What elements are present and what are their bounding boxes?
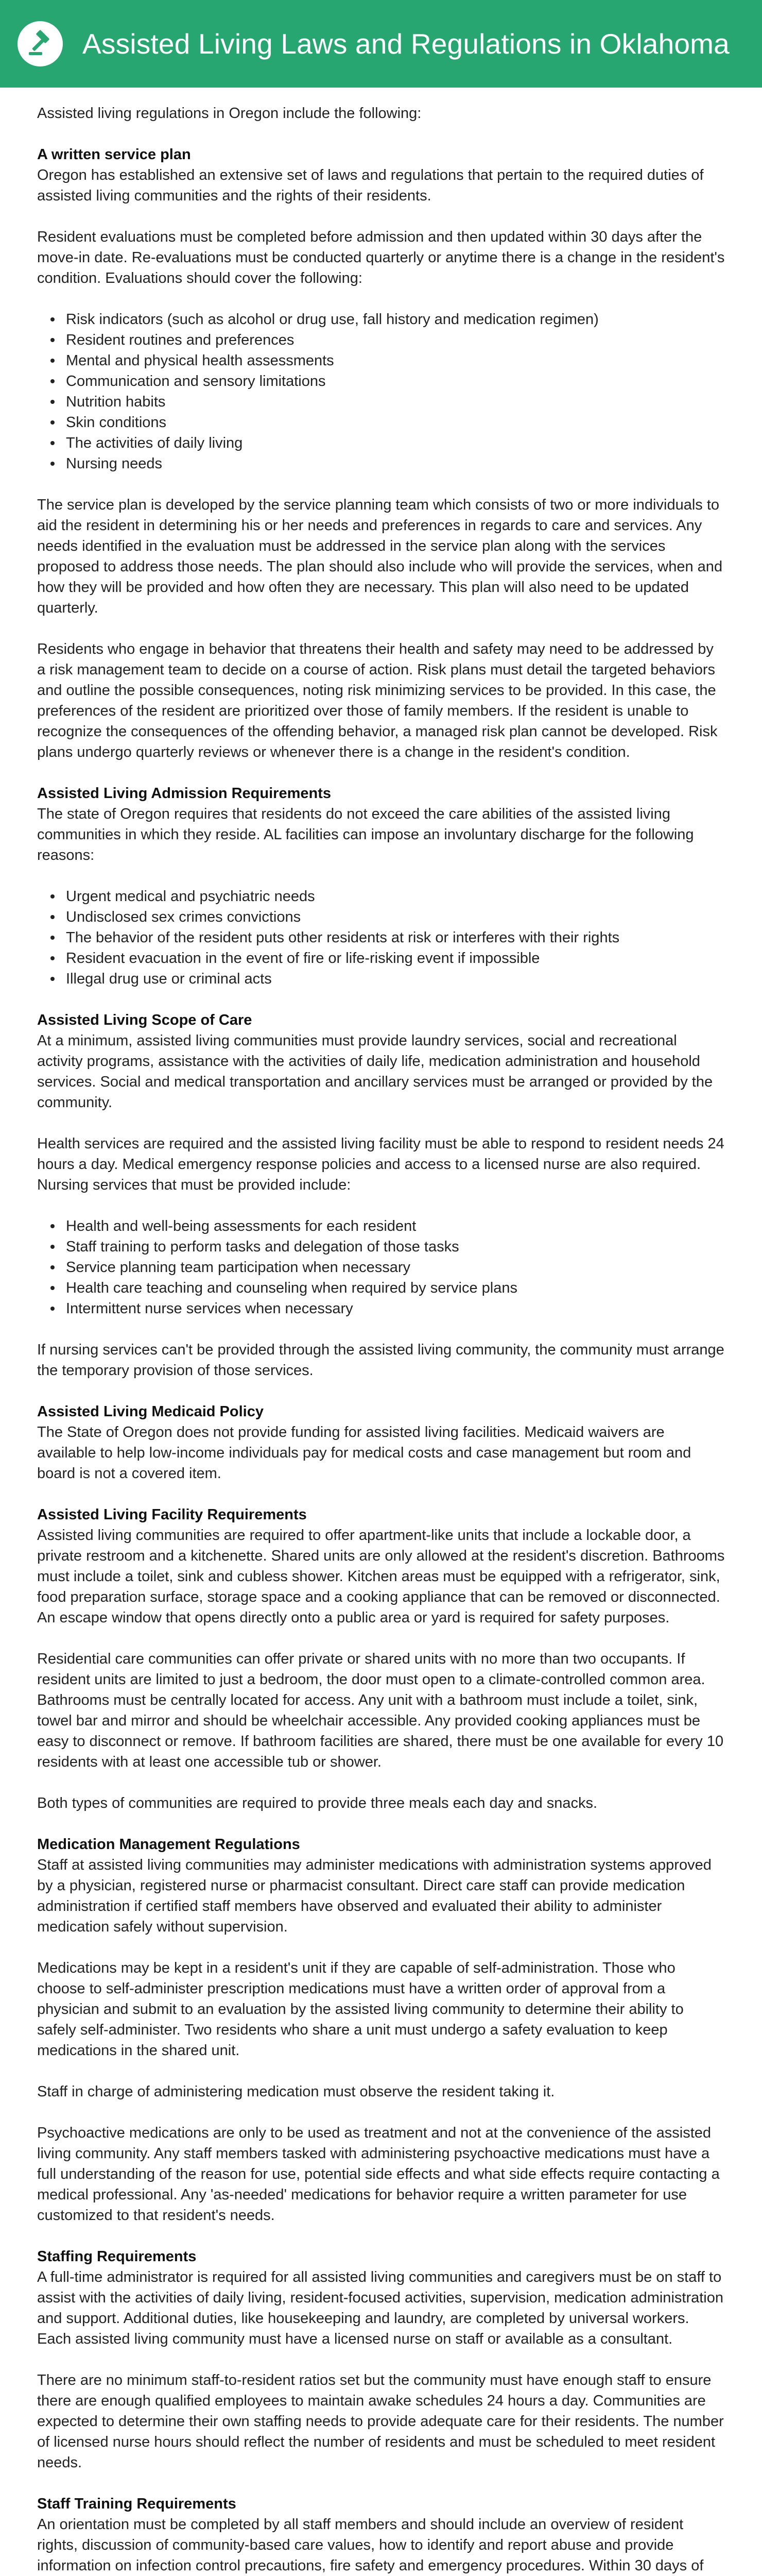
- list-item: Resident evacuation in the event of fire or life-risking event if impossible: [66, 948, 725, 969]
- paragraph: Staff in charge of administering medication must observe the resident taking it.: [37, 2083, 555, 2100]
- list-item: Risk indicators (such as alcohol or drug use, fall history and medication regimen): [66, 309, 725, 330]
- list-item: Urgent medical and psychiatric needs: [66, 886, 725, 907]
- section-heading: Assisted Living Facility Requirements: [37, 1506, 307, 1523]
- list-item: Service planning team participation when necessary: [66, 1257, 725, 1278]
- page-header: [0, 0, 762, 88]
- section-body: [37, 2514, 725, 2576]
- section: [37, 1401, 725, 1484]
- sections-container: [37, 144, 725, 2576]
- article-body: [0, 88, 762, 2576]
- section-body: [37, 1855, 725, 2226]
- paragraph: Health services are required and the assisted living facility must be able to respond to resident needs 24 hours a day. Medical emergency response policies and access to a licensed nurse are also required. Nursing services that must be provided include:: [37, 1136, 724, 1193]
- list-item: Communication and sensory limitations: [66, 371, 725, 392]
- intro-text: Assisted living regulations in Oregon include the following:: [37, 105, 422, 122]
- paragraph: If nursing services can't be provided through the assisted living community, the community must arrange the temporary provision of those services.: [37, 1342, 724, 1379]
- paragraph: There are no minimum staff-to-resident ratios set but the community must have enough staff to ensure there are enough qualified employees to maintain awake schedules 24 hours a day. Communities are expected to determine their own staffing needs to provide adequate care for their residents. The number of licensed nurse hours should reflect the number of residents and must be scheduled to meet resident needs.: [37, 2372, 724, 2471]
- list-item: Intermittent nurse services when necessary: [66, 1298, 725, 1319]
- paragraph: The state of Oregon requires that residents do not exceed the care abilities of the assisted living communities in which they reside. AL facilities can impose an involuntary discharge for the following reasons:: [37, 806, 694, 863]
- section-heading: A written service plan: [37, 146, 191, 163]
- section-heading: Assisted Living Medicaid Policy: [37, 1403, 264, 1420]
- list-item: The activities of daily living: [66, 433, 725, 453]
- section-body: [37, 1525, 725, 1814]
- section-body: [37, 1422, 725, 1484]
- paragraph: An orientation must be completed by all staff members and should include an overview of resident rights, discussion of community-based care values, how to identify and report abuse and provide information on infection control precautions, fire safety and emergency procedures. Within 30 days of: [37, 2516, 704, 2574]
- list-item: Mental and physical health assessments: [66, 350, 725, 371]
- list-item: Health care teaching and counseling when required by service plans: [66, 1278, 725, 1298]
- paragraph: The service plan is developed by the service planning team which consists of two or more individuals to aid the resident in determining his or her needs and preferences in regards to care and services. Any needs identified in the evaluation must be addressed in the service plan along with the services proposed to address those needs. The plan should also include who will provide the services, when and how they will be provided and how often they are necessary. This plan will also need to be updated quarterly.: [37, 497, 723, 616]
- paragraph: Resident evaluations must be completed before admission and then updated within 30 days after the move-in date. Re-evaluations must be conducted quarterly or anytime there is a change in the resident's condition. Evaluations should cover the following:: [37, 229, 725, 286]
- section-heading: Medication Management Regulations: [37, 1836, 300, 1853]
- section-heading: Staffing Requirements: [37, 2248, 197, 2265]
- paragraph: Residential care communities can offer private or shared units with no more than two occupants. If resident units are limited to just a bedroom, the door must open to a climate-controlled common area. Bathrooms must be centrally located for access. Any unit with a bathroom must include a toilet, sink, towel bar and mirror and should be wheelchair accessible. Any provided cooking appliances must be easy to disconnect or remove. If bathroom facilities are shared, there must be one available for every 10 residents with at least one accessible tub or shower.: [37, 1651, 724, 1770]
- gavel-icon: [18, 21, 63, 66]
- section: [37, 1504, 725, 1814]
- section-heading: Assisted Living Admission Requirements: [37, 785, 331, 802]
- bullet-list: [37, 886, 725, 989]
- paragraph: Both types of communities are required to provide three meals each day and snacks.: [37, 1795, 598, 1811]
- section: [37, 144, 725, 762]
- section: [37, 783, 725, 989]
- section-body: [37, 1030, 725, 1381]
- paragraph: The State of Oregon does not provide funding for assisted living facilities. Medicaid waivers are available to help low-income individuals pay for medical costs and case management but room and board is not a covered item.: [37, 1424, 691, 1482]
- gavel-icon-graphic: [26, 29, 55, 58]
- paragraph: Medications may be kept in a resident's unit if they are capable of self-administration. Those who choose to self-administer prescription medications must have a written order of approval from a physician and submit to an evaluation by the assisted living community to determine their ability to safely self-administer. Two residents who share a unit must undergo a safety evaluation to keep medications in the shared unit.: [37, 1960, 684, 2059]
- section-body: [37, 804, 725, 989]
- list-item: Nutrition habits: [66, 392, 725, 412]
- section-heading: Assisted Living Scope of Care: [37, 1012, 252, 1028]
- section-body: [37, 2267, 725, 2473]
- section: [37, 1834, 725, 2226]
- list-item: Health and well-being assessments for each resident: [66, 1216, 725, 1236]
- list-item: Staff training to perform tasks and delegation of those tasks: [66, 1236, 725, 1257]
- section: [37, 1010, 725, 1381]
- bullet-list: [37, 1216, 725, 1319]
- list-item: Skin conditions: [66, 412, 725, 433]
- paragraph: Assisted living communities are required to offer apartment-like units that include a lockable door, a private restroom and a kitchenette. Shared units are only allowed at the resident's discretion. Bathrooms must include a toilet, sink and cubless shower. Kitchen areas must be equipped with a refrigerator, sink, food preparation surface, storage space and a cooking appliance that can be removed or disconnected. An escape window that opens directly onto a public area or yard is required for safety purposes.: [37, 1527, 725, 1626]
- section-heading: Staff Training Requirements: [37, 2496, 236, 2512]
- bullet-list: [37, 309, 725, 474]
- section: [37, 2494, 725, 2576]
- paragraph: Oregon has established an extensive set of laws and regulations that pertain to the required duties of assisted living communities and the rights of their residents.: [37, 167, 704, 204]
- page-title: Assisted Living Laws and Regulations in Oklahoma: [82, 28, 730, 60]
- list-item: Resident routines and preferences: [66, 330, 725, 350]
- list-item: Undisclosed sex crimes convictions: [66, 907, 725, 927]
- list-item: Illegal drug use or criminal acts: [66, 969, 725, 989]
- paragraph: At a minimum, assisted living communities must provide laundry services, social and recreational activity programs, assistance with the activities of daily life, medication administration and household services. Social and medical transportation and ancillary services must be arranged or provided by the community.: [37, 1032, 713, 1111]
- section: [37, 2246, 725, 2473]
- section-body: [37, 165, 725, 762]
- paragraph: A full-time administrator is required for all assisted living communities and caregivers must be on staff to assist with the activities of daily living, resident-focused activities, supervision, medication administration and support. Additional duties, like housekeeping and laundry, are completed by universal workers. Each assisted living community must have a licensed nurse on staff or available as a consultant.: [37, 2269, 723, 2347]
- paragraph: Residents who engage in behavior that threatens their health and safety may need to be addressed by a risk management team to decide on a course of action. Risk plans must detail the targeted behaviors and outline the possible consequences, noting risk minimizing services to be provided. In this case, the preferences of the resident are prioritized over those of family members. If the resident is unable to recognize the consequences of the offending behavior, a managed risk plan cannot be developed. Risk plans undergo quarterly reviews or whenever there is a change in the resident's condition.: [37, 641, 718, 760]
- paragraph: Psychoactive medications are only to be used as treatment and not at the convenience of the assisted living community. Any staff members tasked with administering psychoactive medications must have a full understanding of the reason for use, potential side effects and what side effects require contacting a medical professional. Any 'as-needed' medications for behavior require a written parameter for use customized to that resident's needs.: [37, 2125, 720, 2224]
- paragraph: Staff at assisted living communities may administer medications with administration systems approved by a physician, registered nurse or pharmacist consultant. Direct care staff can provide medication administration if certified staff members have observed and evaluated their ability to administer medication safely without supervision.: [37, 1857, 712, 1935]
- list-item: The behavior of the resident puts other residents at risk or interferes with their rights: [66, 927, 725, 948]
- list-item: Nursing needs: [66, 453, 725, 474]
